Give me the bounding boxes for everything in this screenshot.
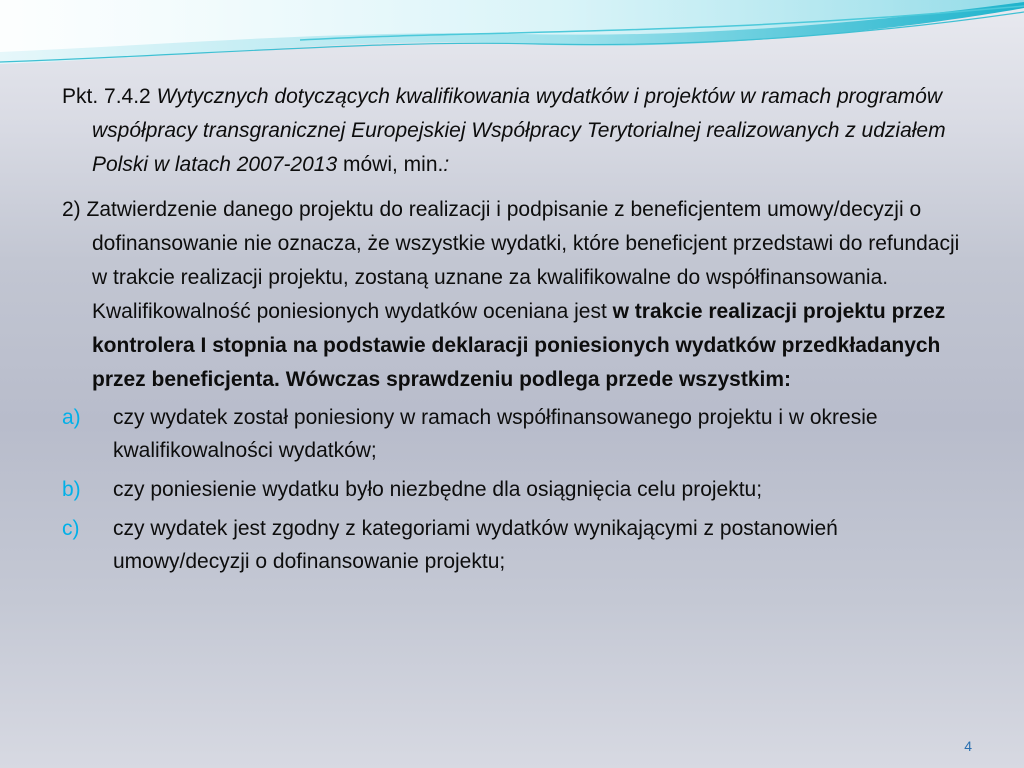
intro-paragraph [62,80,962,182]
list-item-a [0,401,960,467]
list-item-a-text: czy wydatek został poniesiony w ramach współfinansowanego projektu i w okresie kwalifikowalności wydatków; [113,406,878,462]
slide-body [62,80,962,584]
list-marker-a: a) [62,406,81,429]
intro-colon: : [443,153,450,176]
slide-page-number: 4 [964,738,972,754]
list-marker-c: c) [62,517,80,540]
list-item-c [0,512,960,578]
list-marker-b: b) [62,478,81,501]
point-2-bold-text: w trakcie realizacji projektu przez kontrolera I stopnia na podstawie deklaracji poniesionych wydatków przedkładanych przez beneficjenta. Wówczas sprawdzeniu podlega przede wszystkim: [92,300,946,391]
intro-suffix: mówi, min. [337,153,444,176]
list-item-b [0,473,960,506]
intro-prefix: Pkt. 7.4.2 [62,85,157,108]
list-item-b-text: czy poniesienie wydatku było niezbędne dla osiągnięcia celu projektu; [113,478,763,501]
point-2-paragraph [62,193,962,397]
intro-guidelines-title: Wytycznych dotyczących kwalifikowania wydatków i projektów w ramach programów współpracy transgranicznej Europejskiej Współpracy Terytorialnej realizowanych z udziałem Polski w latach 2007-2013 [92,85,946,176]
list-item-c-text: czy wydatek jest zgodny z kategoriami wydatków wynikającymi z postanowień umowy/decyzji o dofinansowanie projektu; [113,517,838,573]
point-2-text: 2) Zatwierdzenie danego projektu do realizacji i podpisanie z beneficjentem umowy/decyzji o dofinansowanie nie oznacza, że wszystkie wydatki, które beneficjent przedstawi do refundacji w trakcie realizacji projektu, zostaną uznane za kwalifikowalne do współfinansowania. Kwalifikowalność poniesionych wydatków oceniana jest [62,198,960,323]
wave-header-decoration [0,0,1024,80]
criteria-list [0,401,960,578]
